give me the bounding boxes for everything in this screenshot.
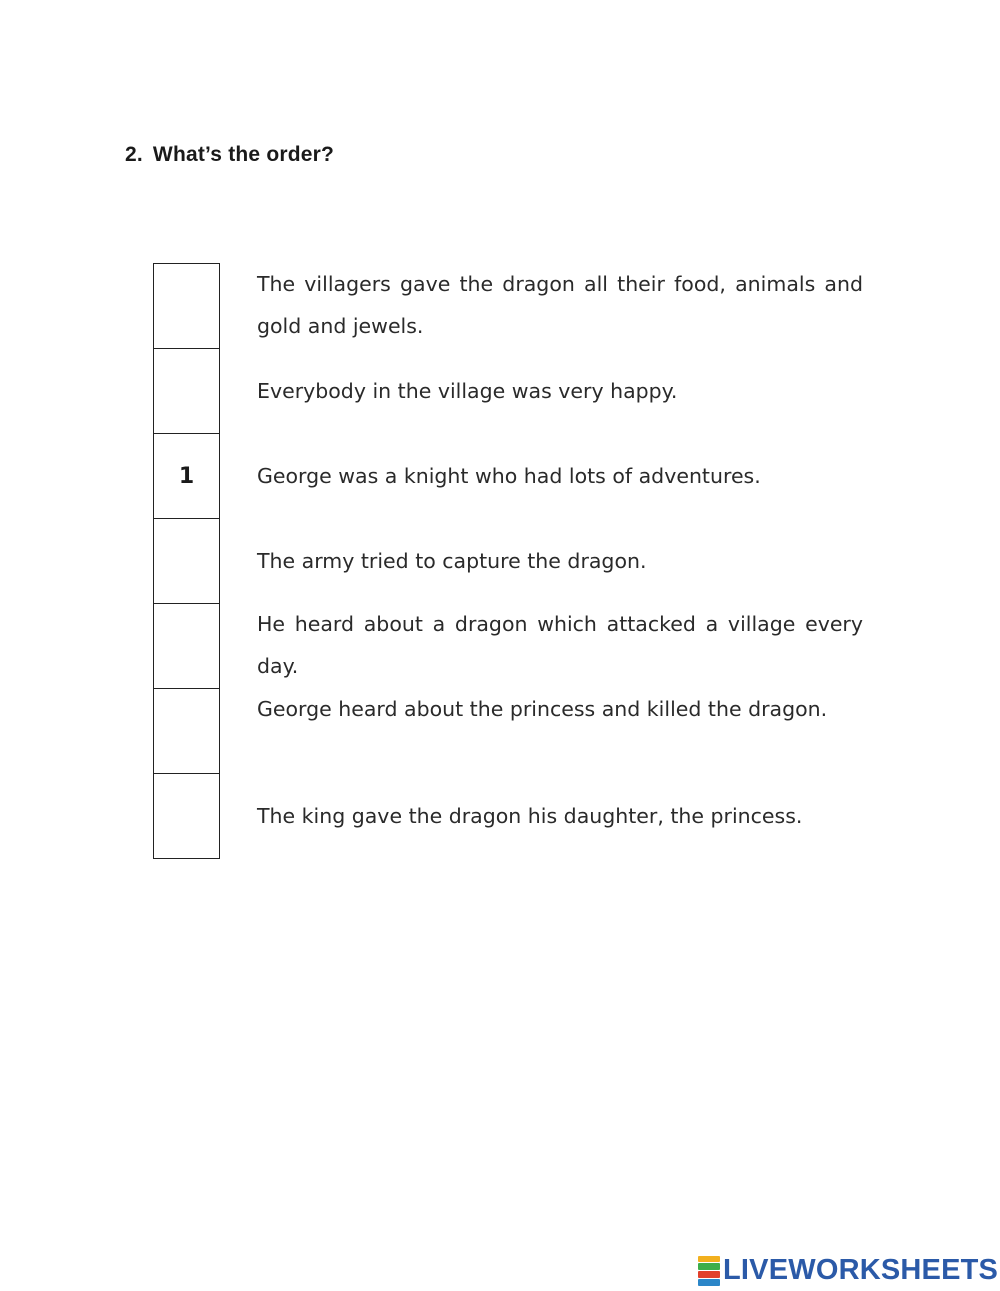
order-given-answer: 1 (178, 463, 195, 489)
order-input-4[interactable] (154, 519, 219, 603)
logo-block-1 (698, 1256, 720, 1263)
logo-block-2 (698, 1263, 720, 1270)
order-cell-4[interactable] (154, 519, 219, 604)
order-cell-6[interactable] (154, 689, 219, 774)
order-input-7[interactable] (154, 774, 219, 858)
order-cell-1[interactable] (154, 264, 219, 349)
sentence-4: The army tried to capture the dragon. (257, 548, 647, 573)
order-cell-7[interactable] (154, 774, 219, 858)
order-cell-5[interactable] (154, 604, 219, 689)
sentence-list (257, 263, 863, 858)
logo-block-4 (698, 1279, 720, 1286)
question-title: What’s the order? (152, 143, 335, 166)
sentence-7: The king gave the dragon his daughter, the princess. (257, 803, 803, 828)
sentence-3: George was a knight who had lots of adventures. (257, 463, 761, 488)
sentence-6: George heard about the princess and killed the dragon. (257, 697, 828, 721)
liveworksheets-logo (698, 1254, 998, 1287)
sentence-1: The villagers gave the dragon all their food, animals and gold and jewels. (257, 272, 863, 338)
sentence-5: He heard about a dragon which attacked a village every day. (257, 612, 863, 678)
order-cell-2[interactable] (154, 349, 219, 434)
order-input-1[interactable] (154, 264, 219, 348)
order-cell-3 (154, 434, 219, 519)
logo-block-3 (698, 1271, 720, 1278)
order-input-2[interactable] (154, 349, 219, 433)
liveworksheets-logo-icon (698, 1256, 720, 1286)
order-input-5[interactable] (154, 604, 219, 688)
order-input-6[interactable] (154, 689, 219, 773)
question-number: 2. (125, 143, 143, 166)
liveworksheets-brand: LIVEWORKSHEETS (723, 1254, 999, 1286)
order-answer-column (153, 263, 220, 859)
sentence-2: Everybody in the village was very happy. (257, 378, 678, 403)
question-heading (125, 143, 334, 167)
